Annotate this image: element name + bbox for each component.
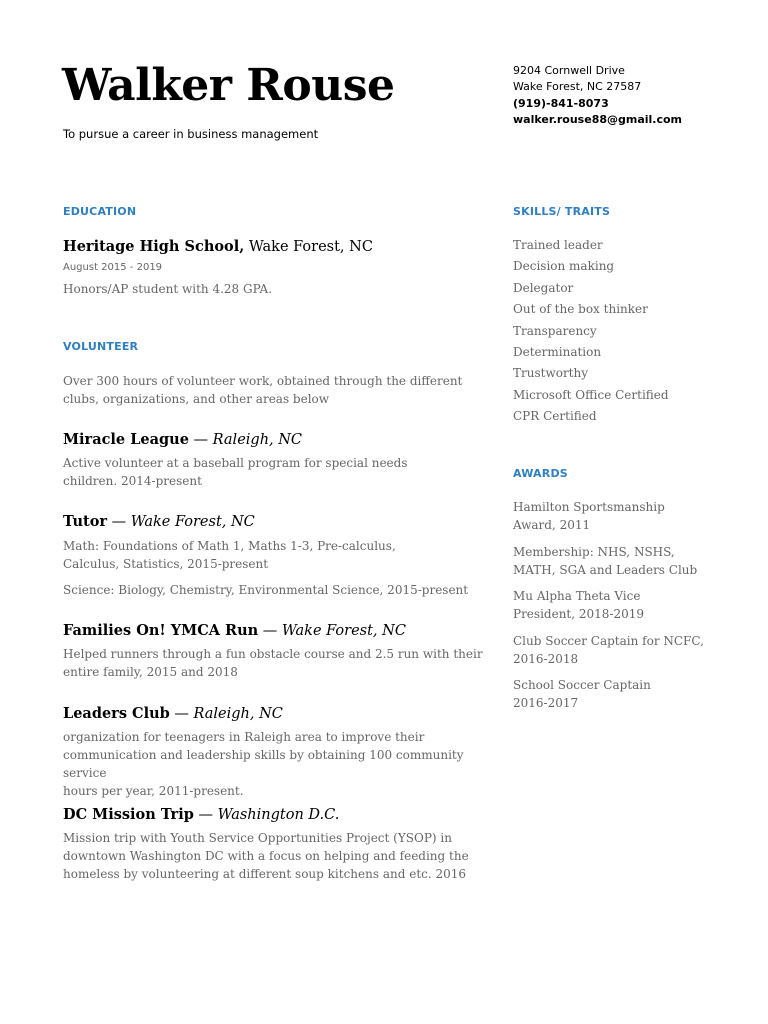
org-name: Families On! YMCA Run xyxy=(63,622,259,639)
desc-line: children. 2014-present xyxy=(63,474,202,488)
volunteer-entry-desc xyxy=(63,728,503,800)
volunteer-entry-desc xyxy=(63,829,483,883)
school-location: Wake Forest, NC xyxy=(248,239,373,255)
volunteer-entry-desc xyxy=(63,537,483,573)
volunteer-entry-desc xyxy=(63,645,483,681)
volunteer-entry-title xyxy=(63,806,339,823)
org-location: Raleigh, NC xyxy=(212,432,303,448)
award-line: MATH, SGA and Leaders Club xyxy=(513,563,698,577)
desc-line: downtown Washington DC with a focus on helping and feeding the xyxy=(63,849,469,863)
award-item xyxy=(513,587,713,623)
list-item: Decision making xyxy=(513,259,615,274)
list-item: Delegator xyxy=(513,280,574,295)
desc-line: organization for teenagers in Raleigh area to improve their xyxy=(63,730,425,744)
education-entry-title xyxy=(63,238,373,255)
list-item: Trustworthy xyxy=(513,366,589,381)
org-name: Leaders Club xyxy=(63,705,170,722)
separator: — xyxy=(258,623,282,639)
list-item: Trained leader xyxy=(513,238,603,252)
volunteer-entry-title xyxy=(63,513,255,530)
award-line: 2016-2017 xyxy=(513,696,579,710)
skills-list xyxy=(513,235,669,428)
volunteer-entry-title xyxy=(63,705,283,722)
list-item: Out of the box thinker xyxy=(513,302,648,317)
education-dates: August 2015 - 2019 xyxy=(63,262,163,273)
org-location: Wake Forest, NC xyxy=(281,623,406,639)
volunteer-entry-desc xyxy=(63,454,483,490)
org-name: Miracle League xyxy=(63,431,189,448)
award-item xyxy=(513,498,713,534)
award-item xyxy=(513,632,713,668)
list-item: Determination xyxy=(513,345,602,360)
award-line: Club Soccer Captain for NCFC, xyxy=(513,634,704,648)
desc-line: communication and leadership skills by obtaining 100 community service xyxy=(63,748,464,780)
desc-line: Helped runners through a fun obstacle course and 2.5 run with their xyxy=(63,647,483,661)
desc-line: Calculus, Statistics, 2015-present xyxy=(63,557,269,571)
list-item: CPR Certified xyxy=(513,409,597,424)
page-title: Walker Rouse xyxy=(62,60,395,111)
desc-line: hours per year, 2011-present. xyxy=(63,784,244,798)
desc-line: Mission trip with Youth Service Opportunities Project (YSOP) in xyxy=(63,831,452,845)
list-item: Microsoft Office Certified xyxy=(513,387,669,402)
volunteer-entry-title xyxy=(63,431,302,448)
org-location: Raleigh, NC xyxy=(193,706,283,722)
education-heading: EDUCATION xyxy=(63,205,137,218)
award-line: President, 2018-2019 xyxy=(513,607,645,621)
desc-line: homeless by volunteering at different soup kitchens and etc. 2016 xyxy=(63,867,467,881)
separator: — xyxy=(188,432,213,448)
objective-text: To pursue a career in business management xyxy=(63,127,319,141)
awards-heading: AWARDS xyxy=(513,467,568,480)
separator: — xyxy=(169,706,194,722)
award-line: Hamilton Sportsmanship xyxy=(513,500,665,514)
org-location: Wake Forest, NC xyxy=(130,514,255,530)
list-item: Transparency xyxy=(513,323,597,338)
award-line: Mu Alpha Theta Vice xyxy=(513,589,641,603)
address-line-2: Wake Forest, NC 27587 xyxy=(513,80,642,94)
volunteer-entry-desc: Science: Biology, Chemistry, Environmental Science, 2015-present xyxy=(63,583,469,597)
award-line: School Soccer Captain xyxy=(513,678,651,692)
award-item xyxy=(513,676,713,712)
award-line: Membership: NHS, NSHS, xyxy=(513,545,675,559)
separator: — xyxy=(193,807,218,823)
org-name: DC Mission Trip xyxy=(63,806,194,823)
org-name: Tutor xyxy=(63,513,108,530)
skills-heading: SKILLS/ TRAITS xyxy=(513,205,611,218)
desc-line: Math: Foundations of Math 1, Maths 1-3, Pre-calculus, xyxy=(63,539,396,553)
email-link[interactable]: walker.rouse88@gmail.com xyxy=(513,112,683,126)
address-line-1: 9204 Cornwell Drive xyxy=(513,64,625,77)
school-name: Heritage High School, xyxy=(63,238,245,255)
volunteer-intro: Over 300 hours of volunteer work, obtained through the different clubs, organizations, and other areas below xyxy=(63,374,463,406)
separator: — xyxy=(107,514,131,530)
award-line: 2016-2018 xyxy=(513,652,579,666)
org-location: Washington D.C. xyxy=(217,807,340,823)
contact-block xyxy=(513,63,682,128)
desc-line: Active volunteer at a baseball program for special needs xyxy=(63,456,408,470)
volunteer-entry-title xyxy=(63,622,406,639)
phone-number: (919)-841-8073 xyxy=(513,96,609,110)
education-detail: Honors/AP student with 4.28 GPA. xyxy=(63,282,273,296)
volunteer-heading: VOLUNTEER xyxy=(63,340,139,353)
award-line: Award, 2011 xyxy=(513,518,591,532)
award-item xyxy=(513,543,713,579)
desc-line: entire family, 2015 and 2018 xyxy=(63,665,238,679)
